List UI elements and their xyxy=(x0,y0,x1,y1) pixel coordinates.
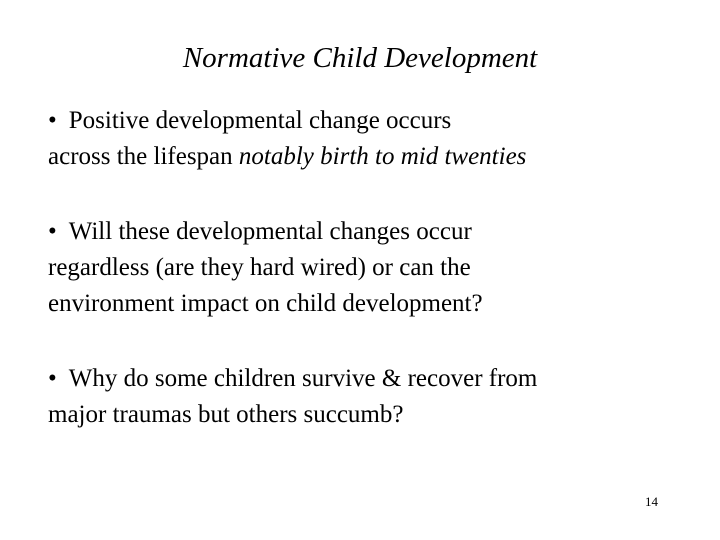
bullet-dot-icon: • xyxy=(48,365,57,392)
bullet-line xyxy=(48,139,688,175)
bullet-2-line-1: Will these developmental changes occur xyxy=(68,218,472,245)
bullet-dot-icon: • xyxy=(48,218,57,245)
bullet-1-line-2-plain: across the lifespan xyxy=(48,143,239,170)
bullet-line xyxy=(48,103,688,139)
bullet-item-1 xyxy=(48,103,688,175)
bullet-line xyxy=(48,214,688,250)
bullet-3-line-2: major traumas but others succumb? xyxy=(48,401,404,428)
bullet-item-3 xyxy=(48,361,688,433)
bullet-2-line-2: regardless (are they hard wired) or can the xyxy=(48,254,471,281)
bullet-1-line-2-italic: notably birth to mid twenties xyxy=(238,143,527,170)
bullet-1-line-1: Positive developmental change occurs xyxy=(68,107,452,134)
bullet-2-line-3: environment impact on child development? xyxy=(48,290,483,317)
bullet-3-line-1: Why do some children survive & recover from xyxy=(68,365,538,392)
bullet-dot-icon: • xyxy=(48,107,57,134)
slide-number: 14 xyxy=(645,494,658,509)
bullet-item-2 xyxy=(48,214,688,322)
slide-title: Normative Child Development xyxy=(182,42,538,74)
bullet-line xyxy=(48,361,688,397)
